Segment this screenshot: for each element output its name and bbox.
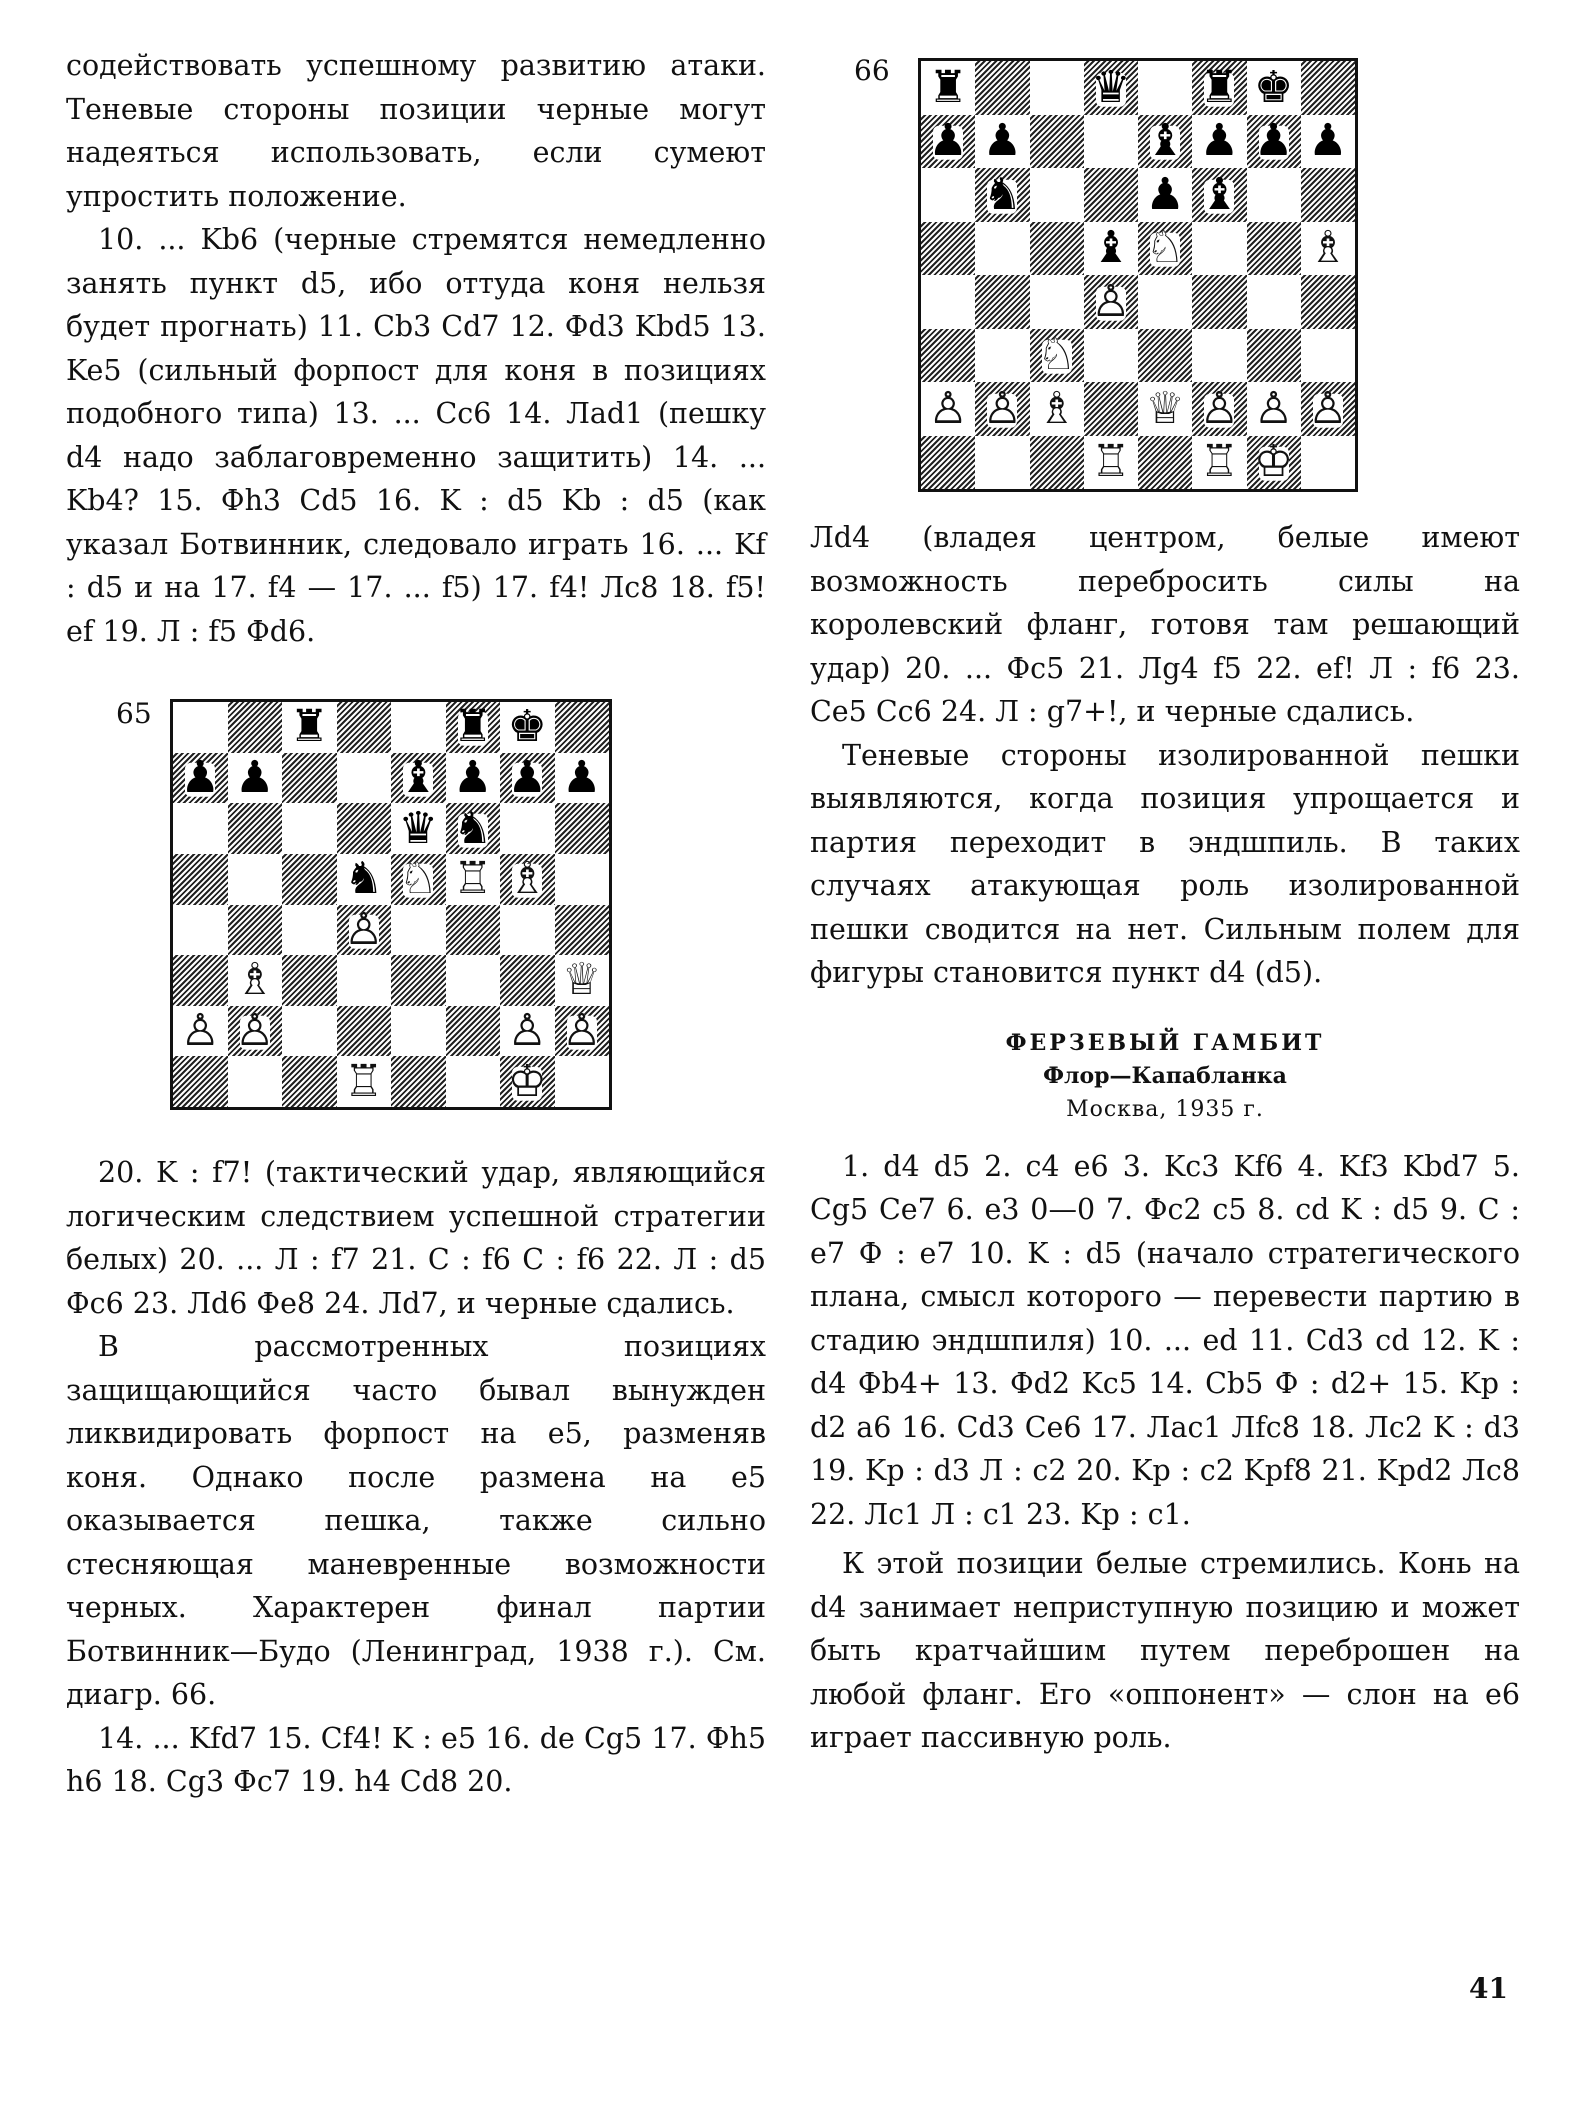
chess-piece-icon: ♘ xyxy=(1036,329,1077,381)
chess-piece-icon: ♟ xyxy=(1145,168,1185,220)
chess-piece-icon: ♟ xyxy=(1253,115,1294,167)
board-square xyxy=(337,854,392,905)
board-square xyxy=(391,803,446,854)
chess-piece-icon: ♟ xyxy=(180,751,220,803)
chess-piece-icon: ♖ xyxy=(453,853,493,905)
board-square xyxy=(555,854,610,905)
board-square xyxy=(282,1056,337,1107)
board-square xyxy=(282,702,337,753)
board-square xyxy=(446,854,501,905)
chess-piece-icon: ♙ xyxy=(562,1005,602,1057)
board-square xyxy=(1084,61,1138,115)
place-and-year: Москва, 1935 г. xyxy=(1066,1096,1264,1122)
board-square xyxy=(921,115,975,169)
board-square xyxy=(555,753,610,804)
board-square xyxy=(173,905,228,956)
diagram-65 xyxy=(66,681,766,1117)
board-square xyxy=(1030,436,1084,490)
board-square xyxy=(1138,329,1192,383)
board-square xyxy=(228,1056,283,1107)
board-square xyxy=(1030,382,1084,436)
right-paragraph-2: Теневые стороны изолированной пешки выявляются, когда позиция упрощается и партия переходит в эндшпиль. В таких случаях атакующая роль изолированной пешки сводится на нет. Сильным полем для фигуры становится пункт d4 (d5). xyxy=(810,738,1520,989)
board-square xyxy=(446,753,501,804)
board-square xyxy=(173,955,228,1006)
board-square xyxy=(500,905,555,956)
board-square xyxy=(391,854,446,905)
chess-piece-icon: ♖ xyxy=(344,1055,384,1107)
board-square xyxy=(1084,168,1138,222)
board-square xyxy=(391,955,446,1006)
left-paragraph-4: В рассмотренных позициях защищающийся часто бывал вынужден ликвидировать форпост на e5, разменяв коня. Однако после размена на e5 оказывается пешка, также сильно стесняющая маневренные возможности черных. Характерен финал партии Ботвинник—Будо (Ленинград, 1938 г.). См. диагр. 66. xyxy=(66,1330,766,1711)
chess-piece-icon: ♝ xyxy=(398,751,438,803)
board-square xyxy=(500,702,555,753)
board-square xyxy=(975,382,1029,436)
board-square xyxy=(555,702,610,753)
board-square xyxy=(446,955,501,1006)
board-square xyxy=(1138,222,1192,276)
board-square xyxy=(500,803,555,854)
chess-piece-icon: ♞ xyxy=(453,802,493,854)
chess-piece-icon: ♗ xyxy=(1308,222,1348,274)
board-square xyxy=(1030,275,1084,329)
board-square xyxy=(337,753,392,804)
left-paragraph-2: 10. ... Kb6 (черные стремятся немедленно занять пункт d5, ибо оттуда коня нельзя будет прогнать) 11. Cb3 Cd7 12. Фd3 Kbd5 13. Ke5 (сильный форпост для коня в позициях подобного типа) 13. ... Cc6 14. Лad1 (пешку d4 надо заблаговременно защитить) 14. ... Kb4? 15. Фh3 Cd5 16. K : d5 Kb : d5 (как указал Ботвинник, следовало играть 16. ... Kf : d5 и на 17. f4 — 17. ... f5) 17. f4! Лc8 18. f5! ef 19. Л : f5 Фd6. xyxy=(66,223,766,648)
left-paragraph-3: 20. K : f7! (тактический удар, являющийся логическим следствием успешной стратегии белых) 20. ... Л : f7 21. C : f6 C : f6 22. Л : d5 Фc6 23. Лd6 Фe8 24. Лd7, и черные сдались. xyxy=(66,1156,766,1320)
right-paragraph-1: Лd4 (владея центром, белые имеют возможность перебросить силы на королевский фланг, готовя там решающий удар) 20. ... Фc5 21. Лg4 f5 22. ef! Л : f6 23. Ce5 Cc6 24. Л : g7+!, и черные сдались. xyxy=(810,521,1520,728)
left-column xyxy=(66,44,766,1804)
board-square xyxy=(500,955,555,1006)
board-square xyxy=(1138,168,1192,222)
board-square xyxy=(1301,382,1355,436)
chess-piece-icon: ♜ xyxy=(289,701,329,753)
chessboard-65 xyxy=(170,699,612,1110)
board-square xyxy=(1301,275,1355,329)
board-square xyxy=(1301,222,1355,276)
board-square xyxy=(282,753,337,804)
chess-piece-icon: ♟ xyxy=(1199,115,1240,167)
board-square xyxy=(500,1056,555,1107)
board-square xyxy=(1301,329,1355,383)
chess-piece-icon: ♟ xyxy=(453,751,493,803)
board-square xyxy=(1084,222,1138,276)
board-square xyxy=(282,955,337,1006)
board-square xyxy=(1084,329,1138,383)
board-square xyxy=(921,168,975,222)
board-square xyxy=(921,222,975,276)
board-square xyxy=(1138,382,1192,436)
board-square xyxy=(391,905,446,956)
board-square xyxy=(173,753,228,804)
chess-piece-icon: ♚ xyxy=(507,701,547,753)
board-square xyxy=(500,753,555,804)
board-square xyxy=(173,1056,228,1107)
chess-piece-icon: ♜ xyxy=(928,61,968,113)
diagram-65-number: 65 xyxy=(116,697,152,730)
chess-piece-icon: ♖ xyxy=(1091,436,1131,488)
chess-piece-icon: ♙ xyxy=(1308,382,1348,434)
board-square xyxy=(921,61,975,115)
chess-piece-icon: ♙ xyxy=(982,382,1023,434)
left-paragraph-1: содействовать успешному развитию атаки. Теневые стороны позиции черные могут надеяться использовать, если сумеют упростить положение. xyxy=(66,49,766,213)
board-square xyxy=(1138,61,1192,115)
board-square xyxy=(1192,222,1246,276)
left-paragraph-5: 14. ... Kfd7 15. Cf4! K : e5 16. de Cg5 17. Фh5 h6 18. Cg3 Фc7 19. h4 Cd8 20. xyxy=(66,1721,766,1798)
board-square xyxy=(1084,275,1138,329)
board-square xyxy=(173,854,228,905)
board-square xyxy=(555,955,610,1006)
board-square xyxy=(975,61,1029,115)
board-square xyxy=(1247,222,1301,276)
chessboard-66 xyxy=(918,58,1358,492)
board-square xyxy=(975,168,1029,222)
chess-piece-icon: ♙ xyxy=(1199,382,1240,434)
board-square xyxy=(975,329,1029,383)
board-square xyxy=(228,803,283,854)
board-square xyxy=(1247,275,1301,329)
chess-piece-icon: ♖ xyxy=(1199,436,1240,488)
chess-piece-icon: ♔ xyxy=(507,1055,547,1107)
board-square xyxy=(337,955,392,1006)
board-square xyxy=(921,275,975,329)
chess-piece-icon: ♙ xyxy=(1091,275,1131,327)
board-square xyxy=(500,854,555,905)
board-square xyxy=(555,1006,610,1057)
page-number: 41 xyxy=(1469,1972,1508,2005)
chess-piece-icon: ♝ xyxy=(1199,168,1240,220)
board-square xyxy=(173,1006,228,1057)
chess-piece-icon: ♕ xyxy=(1145,382,1185,434)
board-square xyxy=(555,905,610,956)
board-square xyxy=(228,1006,283,1057)
board-square xyxy=(228,854,283,905)
chess-piece-icon: ♚ xyxy=(1253,61,1294,113)
board-square xyxy=(173,803,228,854)
board-square xyxy=(555,1056,610,1107)
board-square xyxy=(282,854,337,905)
players: Флор—Капабланка xyxy=(1043,1062,1287,1089)
board-square xyxy=(173,702,228,753)
opening-title: ФЕРЗЕВЫЙ ГАМБИТ xyxy=(1005,1029,1325,1056)
board-square xyxy=(391,1056,446,1107)
chess-piece-icon: ♗ xyxy=(507,853,547,905)
board-square xyxy=(921,382,975,436)
chess-piece-icon: ♙ xyxy=(235,1005,275,1057)
chess-piece-icon: ♘ xyxy=(398,853,438,905)
board-square xyxy=(1192,275,1246,329)
board-square xyxy=(1247,436,1301,490)
chess-piece-icon: ♝ xyxy=(1091,222,1131,274)
right-paragraph-3: 1. d4 d5 2. c4 e6 3. Kc3 Kf6 4. Kf3 Kbd7 5. Cg5 Ce7 6. e3 0—0 7. Фc2 c5 8. cd K : d5 9. C : e7 Ф : e7 10. K : d5 (начало стратегического плана, смысл которого — перевести партию в стадию эндшпиля) 10. ... ed 11. Cd3 cd 12. K : d4 Фb4+ 13. Фd2 Kc5 14. Cb5 Ф : d2+ 15. Kp : d2 a6 16. Cd3 Ce6 17. Лac1 Лfc8 18. Лc2 K : d3 19. Kp : d3 Л : c2 20. Kp : c2 Kpf8 21. Kpd2 Лc8 22. Лc1 Л : c1 23. Kp : c1. xyxy=(810,1149,1520,1531)
chess-piece-icon: ♙ xyxy=(507,1005,547,1057)
chess-piece-icon: ♜ xyxy=(1199,61,1240,113)
board-square xyxy=(337,803,392,854)
board-square xyxy=(1030,329,1084,383)
chess-piece-icon: ♗ xyxy=(1036,382,1077,434)
chess-piece-icon: ♟ xyxy=(235,751,275,803)
board-square xyxy=(446,803,501,854)
board-square xyxy=(1138,115,1192,169)
board-square xyxy=(1138,275,1192,329)
board-square xyxy=(228,955,283,1006)
board-square xyxy=(975,222,1029,276)
board-square xyxy=(1030,222,1084,276)
chess-piece-icon: ♟ xyxy=(562,751,602,803)
board-square xyxy=(1192,115,1246,169)
chess-piece-icon: ♝ xyxy=(1145,115,1185,167)
board-square xyxy=(446,905,501,956)
board-square xyxy=(228,753,283,804)
board-square xyxy=(1084,115,1138,169)
board-square xyxy=(1247,168,1301,222)
board-square xyxy=(1301,436,1355,490)
chess-piece-icon: ♟ xyxy=(1308,115,1348,167)
right-paragraph-4: К этой позиции белые стремились. Конь на d4 занимает неприступную позицию и может быть кратчайшим путем переброшен на любой фланг. Его «оппонент» — слон на e6 играет пассивную роль. xyxy=(810,1547,1520,1754)
board-square xyxy=(228,702,283,753)
board-square xyxy=(1192,61,1246,115)
chess-piece-icon: ♟ xyxy=(982,115,1023,167)
board-square xyxy=(1301,61,1355,115)
board-square xyxy=(921,436,975,490)
board-square xyxy=(337,702,392,753)
board-square xyxy=(500,1006,555,1057)
chess-piece-icon: ♙ xyxy=(180,1005,220,1057)
board-square xyxy=(975,436,1029,490)
board-square xyxy=(1192,168,1246,222)
board-square xyxy=(446,1056,501,1107)
board-square xyxy=(337,905,392,956)
board-square xyxy=(1247,61,1301,115)
chess-piece-icon: ♞ xyxy=(982,168,1023,220)
board-square xyxy=(1192,329,1246,383)
board-square xyxy=(1192,436,1246,490)
board-square xyxy=(921,329,975,383)
board-square xyxy=(1301,115,1355,169)
board-square xyxy=(975,275,1029,329)
board-square xyxy=(1084,382,1138,436)
board-square xyxy=(1030,168,1084,222)
board-square xyxy=(391,702,446,753)
board-square xyxy=(391,753,446,804)
board-square xyxy=(337,1006,392,1057)
chess-piece-icon: ♕ xyxy=(562,954,602,1006)
chess-piece-icon: ♔ xyxy=(1253,436,1294,488)
diagram-66-number: 66 xyxy=(854,54,890,87)
chess-piece-icon: ♙ xyxy=(344,903,384,955)
board-square xyxy=(1247,382,1301,436)
board-square xyxy=(1030,61,1084,115)
board-square xyxy=(1084,436,1138,490)
board-square xyxy=(1192,382,1246,436)
board-square xyxy=(446,702,501,753)
board-square xyxy=(1247,329,1301,383)
chess-piece-icon: ♙ xyxy=(928,382,968,434)
board-square xyxy=(555,803,610,854)
game-heading xyxy=(810,1027,1520,1127)
board-square xyxy=(228,905,283,956)
chess-piece-icon: ♙ xyxy=(1253,382,1294,434)
chess-piece-icon: ♜ xyxy=(453,701,493,753)
board-square xyxy=(1247,115,1301,169)
board-square xyxy=(975,115,1029,169)
diagram-66 xyxy=(810,44,1520,564)
chess-piece-icon: ♟ xyxy=(507,751,547,803)
chess-piece-icon: ♟ xyxy=(928,115,968,167)
board-square xyxy=(337,1056,392,1107)
board-square xyxy=(282,1006,337,1057)
chess-piece-icon: ♞ xyxy=(344,853,384,905)
board-square xyxy=(282,803,337,854)
chess-piece-icon: ♛ xyxy=(398,802,438,854)
right-column xyxy=(810,44,1520,1760)
board-square xyxy=(446,1006,501,1057)
board-square xyxy=(391,1006,446,1057)
chess-piece-icon: ♗ xyxy=(235,954,275,1006)
chess-piece-icon: ♘ xyxy=(1145,222,1185,274)
chess-piece-icon: ♛ xyxy=(1091,61,1131,113)
board-square xyxy=(1030,115,1084,169)
board-square xyxy=(1138,436,1192,490)
board-square xyxy=(282,905,337,956)
board-square xyxy=(1301,168,1355,222)
